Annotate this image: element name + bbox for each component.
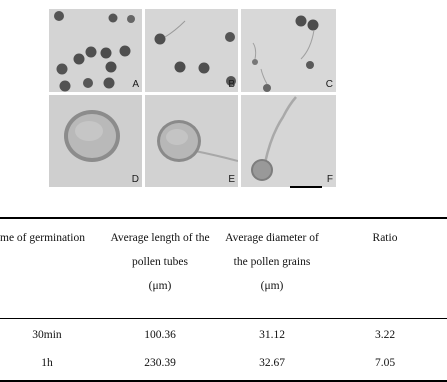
panel-c-image — [241, 9, 336, 92]
table-cell: 32.67 — [259, 357, 285, 369]
header-tube-length — [100, 226, 220, 298]
table-cell: 30min — [32, 329, 62, 341]
table-cell: 100.36 — [144, 329, 176, 341]
header-germination-time — [0, 226, 100, 250]
panel-a-image — [49, 9, 142, 92]
header-line: Ratio — [372, 232, 398, 244]
panel-label-c: C — [325, 79, 333, 90]
micrograph-panel-e — [145, 95, 238, 187]
table-cell: 1h — [41, 357, 53, 369]
header-line: the pollen grains — [233, 256, 311, 268]
header-line: (μm) — [260, 280, 284, 292]
panel-d-image — [49, 95, 142, 187]
scale-bar — [290, 186, 322, 188]
header-line: Average diameter of — [225, 232, 319, 244]
table-mid-rule — [0, 318, 447, 319]
panel-label-b: B — [228, 79, 235, 90]
micrograph-panel-b — [145, 9, 238, 92]
panel-label-e: E — [228, 174, 235, 185]
header-line: Average length of the — [110, 232, 210, 244]
table-top-rule — [0, 217, 447, 219]
panel-label-f: F — [326, 174, 333, 185]
header-ratio — [340, 226, 430, 250]
micrograph-panel-d — [49, 95, 142, 187]
panel-f-image — [241, 95, 336, 187]
panel-b-image — [145, 9, 238, 92]
micrograph-panel-a — [49, 9, 142, 92]
panel-label-a: A — [132, 79, 139, 90]
panel-label-d: D — [131, 174, 139, 185]
panel-e-image — [145, 95, 238, 187]
header-line: me of germination — [0, 232, 85, 244]
table-cell: 7.05 — [374, 357, 396, 369]
table-cell: 3.22 — [374, 329, 396, 341]
header-line: pollen tubes — [132, 256, 188, 268]
micrograph-panel-c — [241, 9, 336, 92]
header-line: (μm) — [148, 280, 172, 292]
pollen-micrograph-figure — [49, 9, 336, 187]
table-cell: 31.12 — [259, 329, 285, 341]
header-grain-diameter — [212, 226, 332, 298]
table-cell: 230.39 — [144, 357, 176, 369]
micrograph-panel-f — [241, 95, 336, 187]
